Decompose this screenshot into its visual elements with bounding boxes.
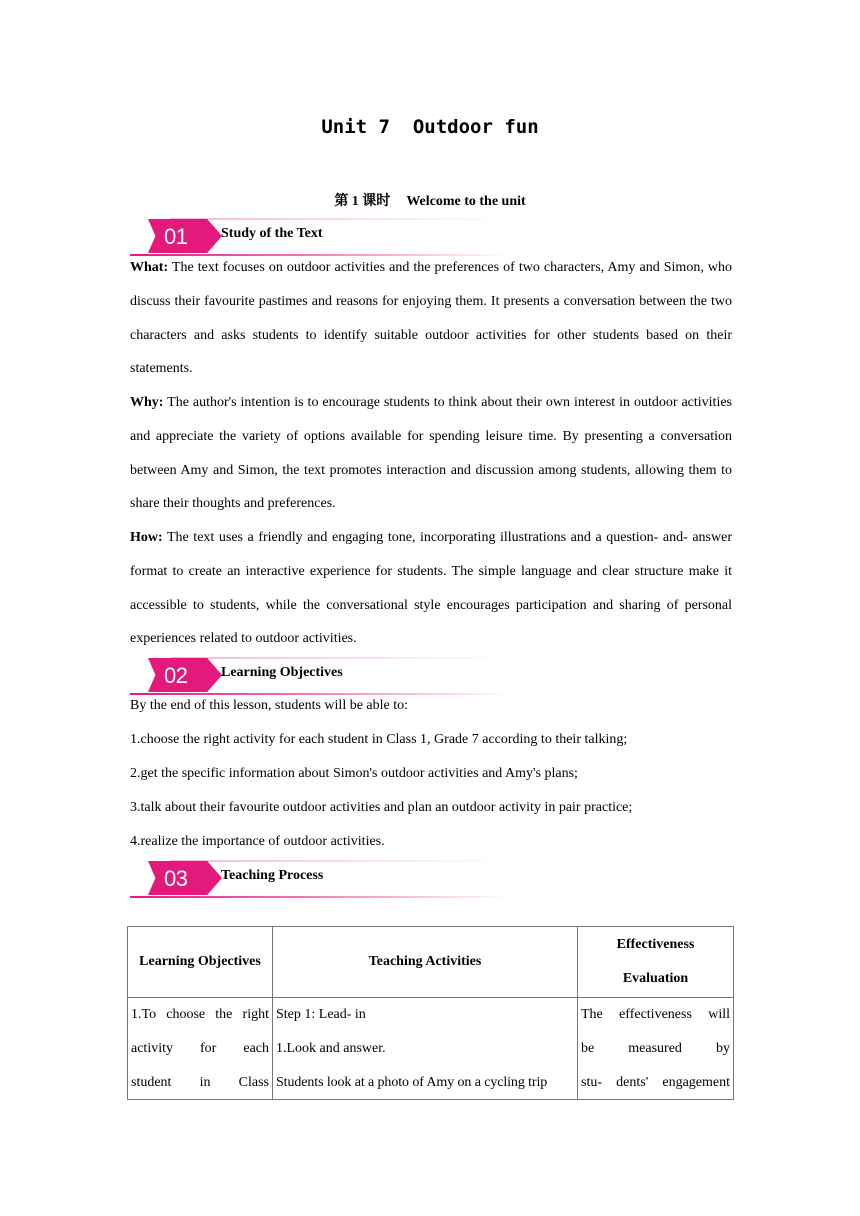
header-effectiveness: Effectiveness	[616, 937, 695, 953]
section-number: 01	[164, 224, 188, 249]
why-label: Why:	[130, 395, 164, 410]
cell-line: 1.Look and answer.	[276, 1040, 386, 1056]
how-paragraph	[130, 521, 732, 656]
cell-line: student in Class	[131, 1074, 269, 1090]
activities-cell	[273, 998, 578, 1100]
lesson-label: 第 1 课时	[334, 194, 391, 209]
cell-line: Students look at a photo of Amy on a cycling trip	[276, 1074, 548, 1090]
objectives-intro: By the end of this lesson, students will be able to:	[130, 698, 409, 713]
header-learning-objectives: Learning Objectives	[128, 927, 273, 998]
cell-line: Step 1: Lead- in	[276, 1007, 366, 1022]
section-header-objectives	[130, 657, 510, 697]
header-evaluation: Evaluation	[622, 971, 689, 986]
section-header-process	[130, 860, 510, 900]
what-paragraph	[130, 251, 732, 386]
evaluation-cell	[578, 998, 734, 1100]
section-label: Teaching Process	[221, 868, 324, 883]
section-underline	[130, 896, 510, 898]
why-paragraph	[130, 386, 732, 521]
header-effectiveness-evaluation	[578, 927, 734, 998]
section-top-line	[170, 218, 510, 220]
objective-item: 2.get the specific information about Simon's outdoor activities and Amy's plans;	[130, 766, 578, 781]
how-label: How:	[130, 530, 163, 545]
objective-item: 4.realize the importance of outdoor activities.	[130, 834, 385, 849]
cell-line: 1.To choose the right	[131, 1007, 269, 1022]
header-teaching-activities: Teaching Activities	[273, 927, 578, 998]
objective-item: 3.talk about their favourite outdoor activities and plan an outdoor activity in pair practice;	[130, 800, 633, 815]
cell-line: The effectiveness will	[581, 1007, 730, 1022]
teaching-process-table	[127, 926, 734, 1100]
section-underline	[130, 693, 510, 695]
page-title: Unit 7 Outdoor fun	[321, 116, 539, 138]
what-label: What:	[130, 260, 169, 275]
table-header-row	[128, 927, 734, 998]
how-text: The text uses a friendly and engaging tone, incorporating illustrations and a question- and- answer format to create an interactive experience for students. The simple language and clear structure make it accessible to students, while the conversational style encourages participation and sharing of personal experiences related to outdoor activities.	[130, 530, 732, 647]
cell-line: stu- dents' engagement	[581, 1074, 730, 1090]
objective-cell	[128, 998, 273, 1100]
cell-line: activity for each	[131, 1040, 269, 1056]
section-top-line	[170, 657, 510, 659]
section-label: Study of the Text	[221, 226, 323, 241]
cell-line: be measured by	[581, 1040, 730, 1056]
lesson-name: Welcome to the unit	[406, 194, 526, 209]
section-label: Learning Objectives	[221, 665, 343, 680]
what-text: The text focuses on outdoor activities and the preferences of two characters, Amy and Simon, who discuss their favourite pastimes and reasons for enjoying them. It presents a conversation between the two characters and asks students to identify suitable outdoor activities for other students based on their statements.	[130, 260, 732, 377]
section-number: 02	[164, 663, 188, 688]
section-number: 03	[164, 866, 188, 891]
table-row	[128, 998, 734, 1100]
section-top-line	[170, 860, 510, 862]
why-text: The author's intention is to encourage students to think about their own interest in outdoor activities and appreciate the variety of options available for spending leisure time. By presenting a conversation between Amy and Simon, the text promotes interaction and discussion among students, allowing them to share their thoughts and preferences.	[130, 395, 732, 512]
objective-item: 1.choose the right activity for each student in Class 1, Grade 7 according to their talking;	[130, 732, 628, 747]
lesson-title	[0, 190, 860, 210]
